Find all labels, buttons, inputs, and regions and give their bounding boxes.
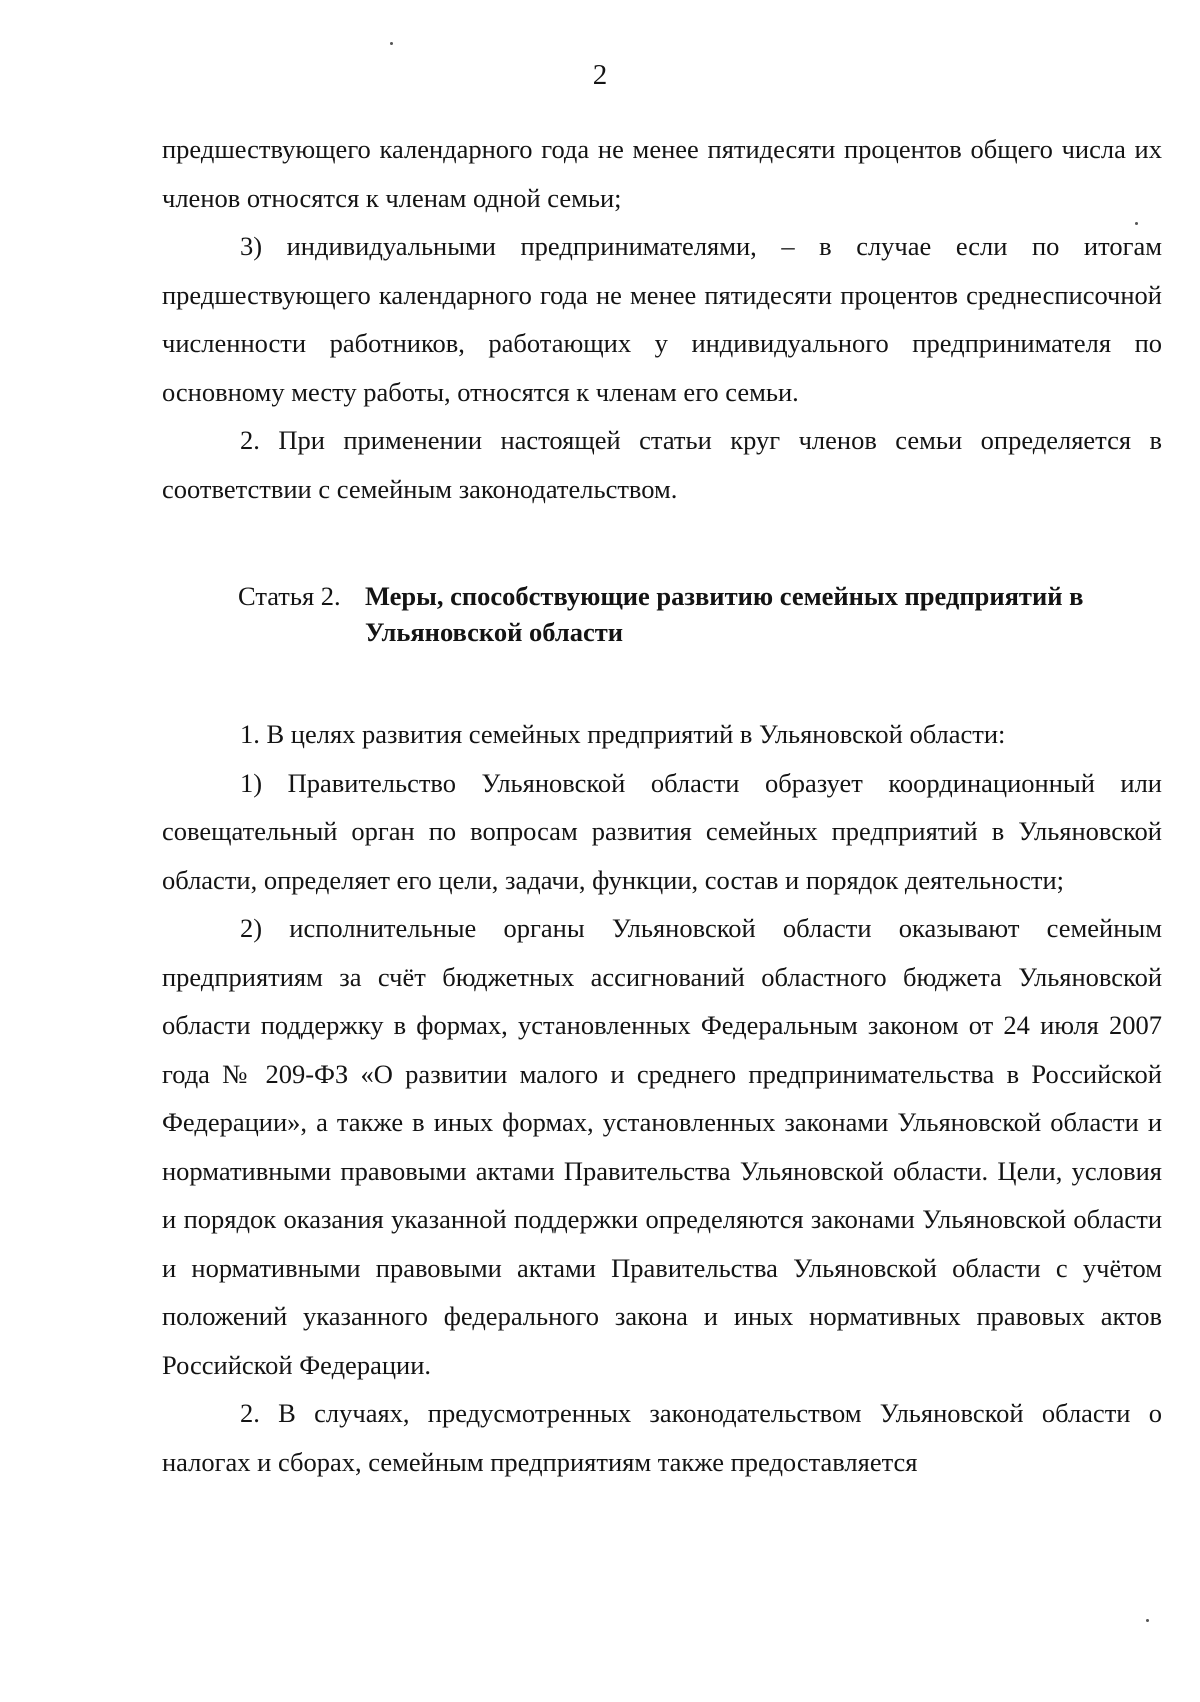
page-number: 2 bbox=[592, 59, 608, 91]
scan-speck bbox=[1146, 1619, 1149, 1622]
scan-speck bbox=[390, 42, 393, 45]
article-label: Статья 2. bbox=[238, 581, 341, 611]
article-2-body bbox=[162, 710, 1162, 1486]
paragraph: 1. В целях развития семейных предприятий в Ульяновской области: bbox=[240, 719, 1006, 749]
paragraph: 2. В случаях, предусмотренных законодательством Ульяновской области о налогах и сборах, семейным предприятиям также предоставляется bbox=[162, 1398, 1162, 1477]
paragraph: 2) исполнительные органы Ульяновской области оказывают семейным предприятиям за счёт бюджетных ассигнований областного бюджета Ульяновской области поддержку в формах, установленных Федеральным законом от 24 июля 2007 года № 209-ФЗ «О развитии малого и среднего предпринимательства в Российской Федерации», а также в иных формах, установленных законами Ульяновской области и нормативными правовыми актами Правительства Ульяновской области. Цели, условия и порядок оказания указанной поддержки определяются законами Ульяновской области и нормативными правовыми актами Правительства Ульяновской области с учётом положений указанного федерального закона и иных нормативных правовых актов Российской Федерации. bbox=[162, 913, 1162, 1380]
article-title: Меры, способствующие развитию семейных предприятий в Ульяновской области bbox=[365, 581, 1084, 647]
paragraph: 1) Правительство Ульяновской области образует координационный или совещательный орган по вопросам развития семейных предприятий в Ульяновской области, определяет его цели, задачи, функции, состав и порядок деятельности; bbox=[162, 767, 1162, 895]
paragraph: 2. При применении настоящей статьи круг членов семьи определяется в соответствии с семейным законодательством. bbox=[162, 425, 1162, 504]
article-1-continuation bbox=[162, 125, 1162, 513]
paragraph: предшествующего календарного года не менее пятидесяти процентов общего числа их членов относятся к членам одной семьи; bbox=[162, 134, 1162, 213]
article-heading bbox=[238, 578, 1162, 650]
paragraph: 3) индивидуальными предпринимателями, – в случае если по итогам предшествующего календарного года не менее пятидесяти процентов среднесписочной численности работников, работающих у индивидуального предпринимателя по основному месту работы, относятся к членам его семьи. bbox=[162, 231, 1162, 407]
